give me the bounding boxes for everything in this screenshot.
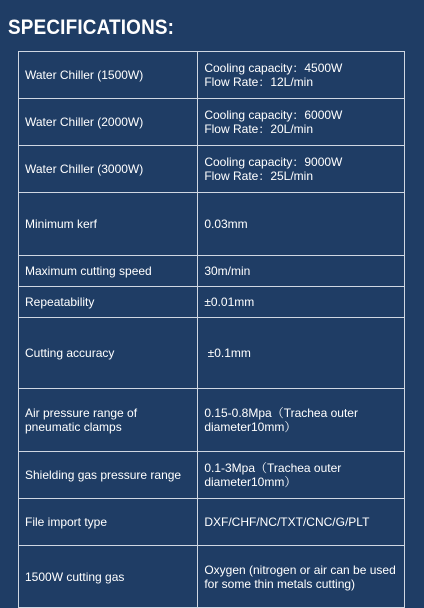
page-title: SPECIFICATIONS: (8, 16, 175, 39)
spec-value-line: Flow Rate：12L/min (204, 75, 314, 89)
spec-value-line: Cooling capacity：4500W (204, 61, 343, 75)
table-row (19, 452, 405, 499)
spec-label: Water Chiller (1500W) (19, 52, 198, 99)
spec-value-line: Flow Rate：25L/min (204, 169, 314, 183)
spec-label: Minimum kerf (19, 193, 198, 256)
spec-label (19, 389, 198, 452)
spec-label-line: Air pressure range of (25, 406, 138, 420)
spec-value (198, 99, 405, 146)
spec-value-line: Oxygen (nitrogen or air can be used (204, 562, 396, 577)
spec-value-line: DXF/CHF/NC/TXT/CNC/G/PLT (204, 515, 370, 529)
spec-value (198, 546, 405, 608)
spec-value (198, 52, 405, 99)
spec-label: File import type (19, 499, 198, 546)
table-row (19, 287, 405, 318)
spec-value (198, 193, 405, 256)
table-row (19, 99, 405, 146)
table-row (19, 546, 405, 608)
spec-value (198, 499, 405, 546)
spec-value (198, 452, 405, 499)
spec-label-line: pneumatic clamps (25, 420, 122, 434)
table-row (19, 256, 405, 287)
spec-value-line: diameter10mm） (204, 475, 297, 489)
spec-value-line: ±0.01mm (204, 295, 255, 309)
table-row (19, 193, 405, 256)
table-row (19, 52, 405, 99)
table-row (19, 499, 405, 546)
table-row (19, 318, 405, 389)
spec-value-line: Flow Rate：20L/min (204, 122, 314, 136)
spec-value (198, 318, 405, 389)
spec-value-line: ±0.1mm (204, 346, 251, 360)
spec-label: Maximum cutting speed (19, 256, 198, 287)
spec-value (198, 146, 405, 193)
table-row (19, 389, 405, 452)
specifications-table (18, 51, 405, 608)
spec-value (198, 256, 405, 287)
spec-label: Cutting accuracy (19, 318, 198, 389)
spec-value-line: for some thin metals cutting) (204, 576, 356, 591)
spec-value-line: 0.1-3Mpa（Trachea outer (204, 461, 342, 475)
spec-value-line: Cooling capacity：9000W (204, 155, 343, 169)
spec-value-line: 30m/min (204, 264, 251, 278)
spec-label: Water Chiller (3000W) (19, 146, 198, 193)
spec-value-line: Cooling capacity：6000W (204, 108, 343, 122)
table-row (19, 146, 405, 193)
spec-label: Water Chiller (2000W) (19, 99, 198, 146)
spec-value (198, 287, 405, 318)
spec-value (198, 389, 405, 452)
spec-label: Repeatability (19, 287, 198, 318)
spec-value-line: diameter10mm） (204, 420, 297, 434)
spec-label: Shielding gas pressure range (19, 452, 198, 499)
spec-value-line: 0.15-0.8Mpa（Trachea outer (204, 406, 358, 420)
spec-value-line: 0.03mm (204, 217, 248, 231)
spec-label: 1500W cutting gas (19, 546, 198, 608)
